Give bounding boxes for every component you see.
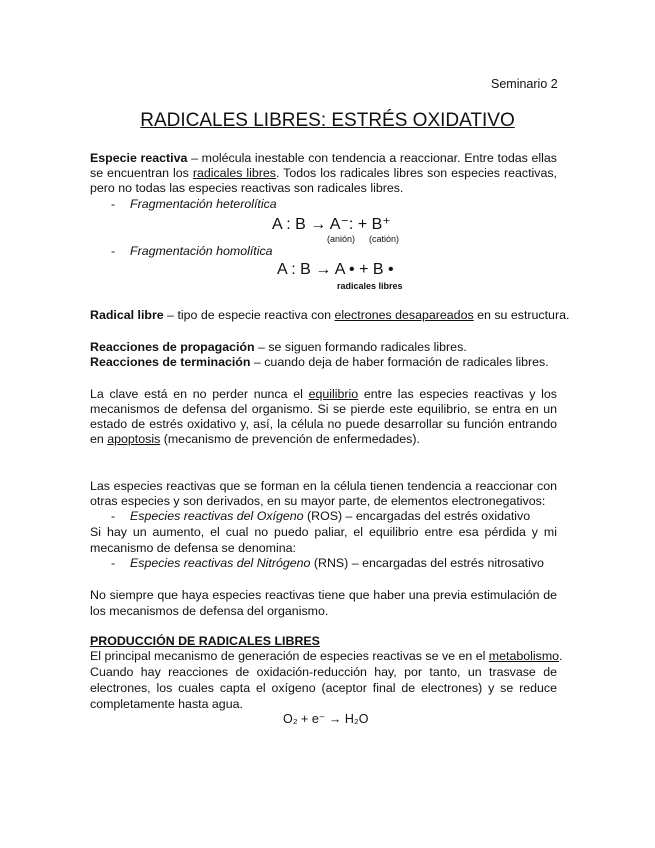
bullet-dash: - (111, 556, 116, 570)
terminacion-term: Reacciones de terminación (90, 355, 251, 369)
anion-label: (anión) (327, 234, 356, 244)
homo-label: Fragmentación homolítica (130, 244, 273, 258)
rns-line (130, 556, 544, 570)
electrones-link: electrones desapareados (334, 308, 474, 322)
homo-formula: A : B → A • + B • (277, 261, 394, 278)
terminacion-text: – cuando deja de haber formación de radicales libres. (250, 355, 549, 369)
produccion-line-2: Cuando hay reacciones de oxidación-reducción hay, por tanto, un trasvase de (90, 665, 557, 679)
radicales-label: radicales libres (337, 281, 403, 291)
rns-text: (RNS) – encargadas del estrés nitrosativo (310, 556, 544, 570)
radical-text: en su estructura. (473, 308, 570, 322)
especies-line-4: mecanismo de defensa se denomina: (90, 541, 296, 555)
nosiempre-line-2: los mecanismos de defensa del organismo. (90, 604, 329, 618)
equilibrio-link: equilibrio (308, 387, 359, 401)
hetero-formula: A : B → A⁻: + B⁺ (272, 216, 391, 233)
clave-text: en (90, 432, 108, 446)
especies-line-2: otras especies y son derivados, en su mayor parte, de elementos electronegativos: (90, 494, 546, 508)
page-title: RADICALES LIBRES: ESTRÉS OXIDATIVO (140, 110, 515, 131)
terminacion-line (90, 354, 557, 370)
especie-text: – molécula inestable con tendencia a reaccionar. Entre todas ellas (187, 151, 557, 165)
especie-text: se encuentran los (90, 166, 193, 180)
rns-term: Especies reactivas del Nitrógeno (130, 556, 311, 570)
especies-line-1: Las especies reactivas que se forman en la célula tienen tendencia a reaccionar con (90, 479, 557, 493)
bullet-dash: - (111, 509, 116, 523)
radical-text: – tipo de especie reactiva con (163, 308, 335, 322)
radical-term: Radical libre (90, 308, 164, 322)
especie-line-3: pero no todas las especies reactivas son radicales libres. (90, 181, 404, 195)
produccion-line-1 (90, 648, 563, 664)
clave-line-2: mecanismos de defensa del organismo. Si se pierde este equilibrio, se entra en un (90, 402, 557, 416)
ros-line (130, 509, 530, 523)
nosiempre-line-1: No siempre que haya especies reactivas tiene que haber una previa estimulación de (90, 588, 557, 602)
produccion-text: El principal mecanismo de generación de especies reactivas se ve en el (90, 649, 489, 663)
bullet-dash: - (111, 197, 116, 211)
radicales-libres-link: radicales libres (192, 166, 276, 180)
especie-line-2 (90, 165, 557, 181)
hetero-label: Fragmentación heterolítica (130, 197, 277, 211)
especies-line-3: Si hay un aumento, el cual no puedo paliar, el equilibrio entre esa pérdida y mi (90, 525, 557, 539)
water-equation: O₂ + e⁻ → H₂O (283, 712, 369, 726)
clave-line-3: estado de estrés oxidativo y, así, la célula no puede desarrollar su función entrando (90, 417, 557, 431)
especie-line-1 (90, 150, 557, 166)
apoptosis-link: apoptosis (107, 432, 161, 446)
metabolismo-link: metabolismo (488, 649, 560, 663)
cation-label: (catión) (369, 234, 400, 244)
clave-text: (mecanismo de prevención de enfermedades). (160, 432, 420, 446)
clave-text: entre las especies reactivas y los (358, 387, 557, 401)
ros-text: (ROS) – encargadas del estrés oxidativo (303, 509, 531, 523)
produccion-line-3: electrones, los cuales capta el oxígeno (aceptor final de electrones) y se reduce (90, 681, 557, 695)
especie-text: . Todos los radicales libres son especies reactivas, (276, 166, 557, 180)
propagacion-text: – se siguen formando radicales libres. (254, 340, 467, 354)
bullet-dash: - (111, 244, 116, 258)
clave-line-4 (90, 431, 557, 447)
radical-line (90, 307, 570, 323)
produccion-line-4: completamente hasta agua. (90, 697, 243, 711)
especie-term: Especie reactiva (90, 151, 188, 165)
clave-line-1 (90, 386, 557, 402)
ros-term: Especies reactivas del Oxígeno (130, 509, 304, 523)
produccion-heading: PRODUCCIÓN DE RADICALES LIBRES (90, 634, 320, 648)
propagacion-line (90, 339, 557, 355)
seminar-label: Seminario 2 (491, 77, 558, 91)
propagacion-term: Reacciones de propagación (90, 340, 255, 354)
clave-text: La clave está en no perder nunca el (90, 387, 309, 401)
produccion-text: . (559, 649, 563, 663)
